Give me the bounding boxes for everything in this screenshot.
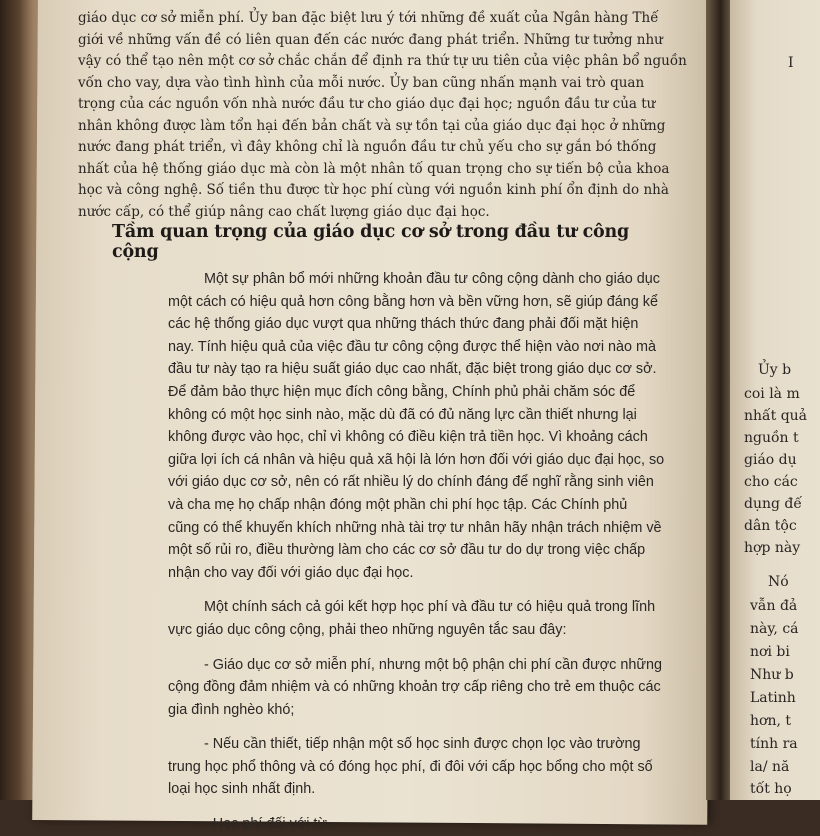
- text-fragment: dân tộc: [744, 518, 797, 534]
- text-line: giới về những vấn đề có liên quan đến các nước đang phát triển. Những tư tưởng như: [78, 31, 663, 48]
- text-line: Một sự phân bổ mới những khoản đầu tư công cộng dành cho giáo dục: [204, 271, 660, 287]
- text-line: nước cấp, có thể giúp nâng cao chất lượng giáo dục đại học.: [78, 203, 490, 220]
- bullet-item-1: [168, 654, 688, 722]
- bullet-item-2: [168, 733, 688, 801]
- text-line: không có một học sinh nào, mặc dù đã có đủ năng lực cần thiết nhưng lại: [168, 406, 637, 423]
- text-fragment: vẫn đả: [750, 598, 798, 614]
- text-line: đầu tư này tạo ra hiệu suất giáo dục cao nhất, đặc biệt trong giáo dục cơ sở.: [168, 361, 657, 378]
- text-line: nhận cho vay đối với giáo dục đại học.: [168, 564, 414, 581]
- section-body: [168, 268, 688, 836]
- text-line: giáo dục cơ sở miễn phí. Ủy ban đặc biệt lưu ý tới những đề xuất của Ngân hàng Thế: [78, 10, 659, 26]
- text-line: cũng có thể khuyến khích những nhà tài trợ tư nhân hãy nhận trách nhiệm về: [168, 519, 662, 536]
- text-fragment: nơi bi: [750, 644, 790, 660]
- section-heading: Tầm quan trọng của giáo dục cơ sở trong đầu tư công cộng: [112, 222, 630, 262]
- text-line: loại học sinh nhất định.: [168, 781, 316, 798]
- text-fragment: la/ nă: [750, 759, 790, 775]
- text-line: nước đang phát triển, vì đây không chỉ là nguồn đầu tư chủ yếu cho sự gắn bó thống: [78, 139, 657, 155]
- text-line: các hệ thống giáo dục vượt qua những thách thức đang phải đối mặt hiện: [168, 316, 639, 333]
- text-fragment: tốt họ: [750, 781, 792, 797]
- text-line: nay. Tính hiệu quả của việc đầu tư công cộng được thể hiện vào nơi nào mà: [168, 338, 657, 355]
- text-line: - Nếu cần thiết, tiếp nhận một số học sinh được chọn lọc vào trường: [204, 736, 641, 753]
- text-line: với giáo dục cơ sở, nên có rất nhiều lý do chính đáng để nghĩ rằng sinh viên: [168, 474, 654, 491]
- text-fragment: nguồn t: [744, 430, 799, 446]
- paragraph-gap: [168, 801, 688, 813]
- text-line: và cha mẹ họ chấp nhận đóng một phần chi phí học tập. Các Chính phủ: [168, 496, 628, 513]
- text-fragment: nhất quả: [744, 408, 808, 424]
- text-line: nhân không được làm tổn hại đến bản chất và sự tồn tại của giáo dục đại học ở những: [78, 117, 666, 134]
- paragraph-gap: [168, 584, 688, 596]
- text-fragment: tính ra: [750, 736, 798, 752]
- paragraph-gap: [168, 721, 688, 733]
- text-fragment: Ủy b: [758, 362, 792, 378]
- text-fragment: hợp này: [744, 540, 801, 556]
- text-fragment: Như b: [750, 667, 794, 683]
- text-line: - Giáo dục cơ sở miễn phí, nhưng một bộ phận chi phí cần được những: [204, 656, 662, 673]
- text-fragment: Nó: [768, 574, 789, 590]
- text-line: nhất của hệ thống giáo dục mà còn là một nhân tố quan trọng cho sự tiến bộ của khoa: [78, 160, 670, 177]
- text-fragment: dụng đế: [744, 496, 802, 512]
- text-line: Để đảm bảo thực hiện mục đích công bằng, Chính phủ phải chăm sóc để: [168, 383, 636, 400]
- text-line: vậy có thể tạo nên một cơ sở chắc chắn để định ra thứ tự ưu tiên của việc phân bổ nguồn: [78, 53, 687, 69]
- text-fragment: coi là m: [744, 386, 800, 402]
- paragraph-gap: [168, 642, 688, 654]
- text-line: trung học phổ thông và có đóng học phí, đi đôi với cấp học bổng cho một số: [168, 758, 653, 775]
- right-page-marker: I: [788, 55, 794, 71]
- top-paragraph: [78, 8, 687, 223]
- text-line: giữa lợi ích cá nhân và hiệu quả xã hội là lớn hơn đối với giáo dục đại học, so: [168, 451, 665, 468]
- text-line: vực giáo dục công cộng, phải theo những nguyên tắc sau đây:: [168, 621, 567, 638]
- text-line: học và công nghệ. Số tiền thu được từ học phí cùng với nguồn kinh phí ổn định do nhà: [78, 182, 669, 198]
- text-fragment: cho các: [744, 474, 798, 490]
- text-fragment: hơn, t: [750, 713, 791, 729]
- text-line: không được vào học, chỉ vì không có điều kiện trả tiền học. Vì khoảng cách: [168, 429, 648, 446]
- text-line: một số rủi ro, điều thường làm cho các cơ sở đầu tư do dự trong việc chấp: [168, 542, 646, 559]
- text-line: vốn cho vay, dựa vào tình hình của mỗi nước. Ủy ban cũng nhấn mạnh vai trò quan: [78, 74, 645, 91]
- paragraph-2: [168, 596, 688, 641]
- text-line: gia đình nghèo khó;: [168, 701, 295, 718]
- text-line: một cách có hiệu quả hơn công bằng hơn và bền vững hơn, sẽ giúp đáng kể: [168, 293, 658, 310]
- text-line: trọng của các nguồn vốn nhà nước đầu tư cho giáo dục đại học; nguồn đầu tư của tư: [78, 96, 656, 112]
- text-fragment: này, cá: [750, 621, 799, 637]
- bullet-item-3-partial: - Học phí đối với từ...: [204, 816, 340, 833]
- text-fragment: giáo dụ: [744, 452, 797, 468]
- right-page-fragments: [736, 0, 808, 800]
- text-line: cộng đồng đảm nhiệm và có những khoản trợ cấp riêng cho trẻ em thuộc các: [168, 679, 661, 696]
- text-fragment: Latinh: [750, 690, 796, 706]
- paragraph-1: [168, 268, 688, 584]
- text-line: Một chính sách cả gói kết hợp học phí và đầu tư có hiệu quả trong lĩnh: [204, 599, 656, 616]
